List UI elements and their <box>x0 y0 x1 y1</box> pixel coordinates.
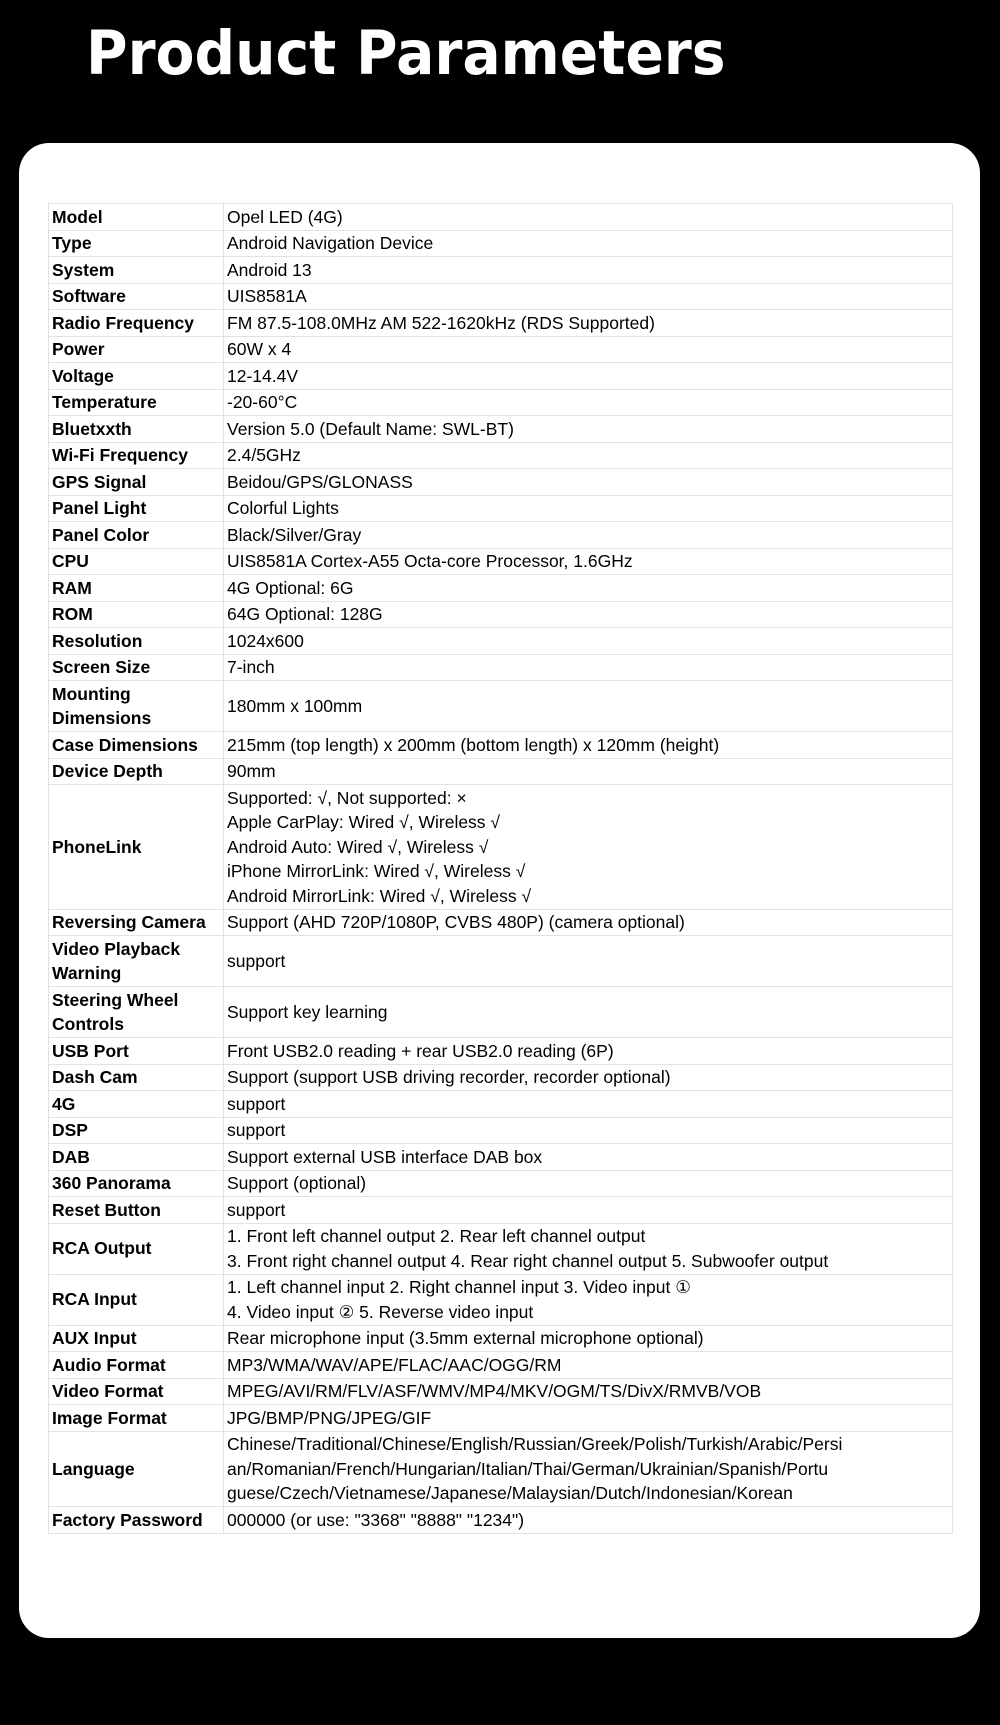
table-row <box>49 204 953 231</box>
param-label <box>49 601 224 628</box>
param-label <box>49 283 224 310</box>
param-label <box>49 1117 224 1144</box>
param-label-line: Radio Frequency <box>52 312 194 333</box>
param-label-line: Factory Password <box>52 1509 203 1530</box>
param-label-line: 360 Panorama <box>52 1173 171 1193</box>
param-value <box>224 1405 953 1432</box>
param-value-line: 7-inch <box>227 657 275 677</box>
table-row <box>49 1431 953 1507</box>
param-label <box>49 1325 224 1352</box>
param-label <box>49 681 224 732</box>
param-label-line: Audio Format <box>52 1354 166 1375</box>
param-label-line: Video Playback <box>52 938 181 959</box>
param-value-line: 3. Front right channel output 4. Rear right channel output 5. Subwoofer output <box>227 1250 829 1271</box>
param-value-line: Chinese/Traditional/Chinese/English/Russian/Greek/Polish/Turkish/Arabic/Persi <box>227 1434 843 1454</box>
param-label <box>49 442 224 469</box>
param-value <box>224 987 953 1038</box>
table-row <box>49 1038 953 1065</box>
param-value-line: support <box>227 1093 286 1114</box>
param-value-line: 60W x 4 <box>227 339 292 359</box>
param-label-line: PhoneLink <box>52 836 142 857</box>
table-row <box>49 522 953 549</box>
param-value <box>224 1197 953 1224</box>
table-row <box>49 363 953 390</box>
param-label-line: Warning <box>52 963 122 983</box>
param-value-line: 1. Left channel input 2. Right channel input 3. Video input ① <box>227 1277 691 1297</box>
param-value <box>224 336 953 363</box>
param-value <box>224 1431 953 1507</box>
param-label <box>49 1038 224 1065</box>
param-label <box>49 1223 224 1274</box>
param-value-line: Opel LED (4G) <box>227 206 343 227</box>
param-label-line: Software <box>52 286 126 306</box>
table-row <box>49 389 953 416</box>
param-value-line: MP3/WMA/WAV/APE/FLAC/AAC/OGG/RM <box>227 1354 562 1375</box>
param-label-line: Model <box>52 206 103 227</box>
param-value-line: MPEG/AVI/RM/FLV/ASF/WMV/MP4/MKV/OGM/TS/DivX/RMVB/VOB <box>227 1381 762 1401</box>
table-row <box>49 1405 953 1432</box>
table-row <box>49 1197 953 1224</box>
table-row <box>49 469 953 496</box>
param-label-line: RCA Input <box>52 1289 137 1310</box>
param-value <box>224 1378 953 1405</box>
param-label-line: DAB <box>52 1146 90 1167</box>
param-value-line: Supported: √, Not supported: × <box>227 787 467 808</box>
param-label <box>49 548 224 575</box>
param-label-line: Steering Wheel <box>52 989 179 1010</box>
param-value-line: Front USB2.0 reading + rear USB2.0 reading (6P) <box>227 1040 614 1061</box>
param-value-line: 000000 (or use: "3368" "8888" "1234") <box>227 1509 525 1530</box>
table-row <box>49 442 953 469</box>
param-value <box>224 230 953 257</box>
param-value-line: 2.4/5GHz <box>227 445 301 465</box>
param-label-line: GPS Signal <box>52 471 147 492</box>
param-value-line: JPG/BMP/PNG/JPEG/GIF <box>227 1407 432 1428</box>
table-row <box>49 310 953 337</box>
param-label <box>49 909 224 936</box>
param-label <box>49 1431 224 1507</box>
param-label-line: RCA Output <box>52 1238 152 1259</box>
param-label <box>49 785 224 910</box>
table-row <box>49 601 953 628</box>
param-label-line: Voltage <box>52 365 114 386</box>
param-label <box>49 732 224 759</box>
parameters-card <box>19 143 980 1638</box>
param-label <box>49 758 224 785</box>
table-row <box>49 495 953 522</box>
param-value-line: Android 13 <box>227 259 312 280</box>
table-row <box>49 257 953 284</box>
table-row <box>49 758 953 785</box>
table-row <box>49 909 953 936</box>
table-row <box>49 1170 953 1197</box>
param-value-line: Android Auto: Wired √, Wireless √ <box>227 836 489 857</box>
param-label-line: CPU <box>52 551 89 571</box>
table-row <box>49 628 953 655</box>
param-label <box>49 1507 224 1534</box>
param-label <box>49 1091 224 1118</box>
param-value <box>224 601 953 628</box>
param-label <box>49 363 224 390</box>
param-value-line: 4. Video input ② 5. Reverse video input <box>227 1301 534 1322</box>
param-label <box>49 1064 224 1091</box>
page-title: Product Parameters <box>86 18 726 89</box>
param-label <box>49 416 224 443</box>
param-value <box>224 909 953 936</box>
param-value <box>224 416 953 443</box>
table-row <box>49 575 953 602</box>
table-row <box>49 654 953 681</box>
param-value-line: 4G Optional: 6G <box>227 577 354 598</box>
param-value-line: Support external USB interface DAB box <box>227 1146 543 1167</box>
param-value <box>224 310 953 337</box>
table-row <box>49 230 953 257</box>
table-row <box>49 1274 953 1325</box>
param-label-line: Image Format <box>52 1407 167 1428</box>
param-label-line: Temperature <box>52 392 157 412</box>
param-value-line: Rear microphone input (3.5mm external microphone optional) <box>227 1328 704 1348</box>
param-value <box>224 1274 953 1325</box>
param-value <box>224 654 953 681</box>
param-value-line: support <box>227 1120 286 1140</box>
param-label <box>49 1170 224 1197</box>
param-value <box>224 495 953 522</box>
param-value <box>224 1507 953 1534</box>
table-row <box>49 416 953 443</box>
param-value-line: Apple CarPlay: Wired √, Wireless √ <box>227 812 501 832</box>
param-value <box>224 1091 953 1118</box>
param-value <box>224 442 953 469</box>
param-label-line: Dimensions <box>52 708 152 728</box>
param-label-line: RAM <box>52 577 92 598</box>
table-row <box>49 1352 953 1379</box>
param-value <box>224 469 953 496</box>
param-label-line: Case Dimensions <box>52 734 198 755</box>
param-label-line: Mounting <box>52 683 131 704</box>
param-label-line: Reset Button <box>52 1199 161 1220</box>
param-value-line: UIS8581A <box>227 286 307 306</box>
param-value <box>224 204 953 231</box>
param-label-line: ROM <box>52 604 93 624</box>
param-label <box>49 936 224 987</box>
param-label-line: Panel Color <box>52 524 150 545</box>
table-row <box>49 681 953 732</box>
table-row <box>49 1117 953 1144</box>
param-value-line: 180mm x 100mm <box>227 695 363 716</box>
param-label <box>49 1378 224 1405</box>
param-value-line: 215mm (top length) x 200mm (bottom length) x 120mm (height) <box>227 734 720 755</box>
param-label <box>49 987 224 1038</box>
param-label <box>49 1405 224 1432</box>
param-value <box>224 1117 953 1144</box>
param-label <box>49 469 224 496</box>
table-row <box>49 785 953 910</box>
param-value <box>224 785 953 910</box>
param-label <box>49 230 224 257</box>
param-value <box>224 257 953 284</box>
param-label-line: Controls <box>52 1014 124 1034</box>
param-label-line: Panel Light <box>52 498 147 518</box>
param-value <box>224 522 953 549</box>
param-label <box>49 1352 224 1379</box>
param-label-line: Reversing Camera <box>52 912 206 932</box>
param-value <box>224 548 953 575</box>
table-row <box>49 987 953 1038</box>
table-row <box>49 1325 953 1352</box>
param-label-line: Video Format <box>52 1381 164 1401</box>
param-value-line: Version 5.0 (Default Name: SWL-BT) <box>227 418 514 439</box>
param-label-line: Resolution <box>52 630 143 651</box>
param-value <box>224 389 953 416</box>
param-value <box>224 1325 953 1352</box>
param-value-line: Colorful Lights <box>227 498 339 518</box>
param-value-line: iPhone MirrorLink: Wired √, Wireless √ <box>227 861 526 881</box>
param-value-line: guese/Czech/Vietnamese/Japanese/Malaysian/Dutch/Indonesian/Korean <box>227 1483 793 1503</box>
param-label-line: Dash Cam <box>52 1067 138 1087</box>
param-value <box>224 1064 953 1091</box>
table-row <box>49 1064 953 1091</box>
param-label <box>49 628 224 655</box>
param-label <box>49 1197 224 1224</box>
param-label <box>49 575 224 602</box>
param-label <box>49 1274 224 1325</box>
param-value <box>224 363 953 390</box>
param-value-line: support <box>227 950 286 971</box>
param-value-line: FM 87.5-108.0MHz AM 522-1620kHz (RDS Supported) <box>227 312 655 333</box>
table-row <box>49 1144 953 1171</box>
param-value-line: 12-14.4V <box>227 365 299 386</box>
param-value-line: 1024x600 <box>227 630 304 651</box>
param-label-line: AUX Input <box>52 1328 137 1348</box>
param-value <box>224 575 953 602</box>
param-value-line: 90mm <box>227 761 276 781</box>
param-value-line: Support (support USB driving recorder, recorder optional) <box>227 1067 671 1087</box>
param-value <box>224 1144 953 1171</box>
param-value-line: support <box>227 1199 286 1220</box>
param-label-line: 4G <box>52 1093 76 1114</box>
param-value <box>224 1352 953 1379</box>
param-label <box>49 310 224 337</box>
param-value <box>224 758 953 785</box>
parameters-table-body <box>49 204 953 1534</box>
param-value-line: Android MirrorLink: Wired √, Wireless √ <box>227 885 532 906</box>
table-row <box>49 1507 953 1534</box>
param-label <box>49 654 224 681</box>
param-label-line: System <box>52 259 115 280</box>
param-label <box>49 204 224 231</box>
param-label <box>49 389 224 416</box>
param-label-line: Screen Size <box>52 657 151 677</box>
param-value <box>224 283 953 310</box>
parameters-table <box>48 203 953 1534</box>
param-value-line: Support (AHD 720P/1080P, CVBS 480P) (camera optional) <box>227 912 685 932</box>
param-value-line: -20-60°C <box>227 392 298 412</box>
table-row <box>49 548 953 575</box>
param-label-line: DSP <box>52 1120 88 1140</box>
param-value-line: 1. Front left channel output 2. Rear left channel output <box>227 1226 646 1246</box>
table-row <box>49 283 953 310</box>
param-label-line: Bluetxxth <box>52 418 132 439</box>
param-value-line: 64G Optional: 128G <box>227 604 383 624</box>
param-label <box>49 336 224 363</box>
param-label <box>49 1144 224 1171</box>
table-row <box>49 732 953 759</box>
table-row <box>49 936 953 987</box>
param-label-line: Language <box>52 1458 135 1479</box>
param-label-line: Wi-Fi Frequency <box>52 445 188 465</box>
param-value-line: Support (optional) <box>227 1173 367 1193</box>
param-value <box>224 681 953 732</box>
param-value <box>224 1038 953 1065</box>
param-label <box>49 522 224 549</box>
param-value <box>224 732 953 759</box>
param-label <box>49 257 224 284</box>
param-value <box>224 936 953 987</box>
param-label-line: USB Port <box>52 1040 129 1061</box>
param-label-line: Type <box>52 233 92 253</box>
param-value-line: an/Romanian/French/Hungarian/Italian/Thai/German/Ukrainian/Spanish/Portu <box>227 1458 829 1479</box>
param-value-line: UIS8581A Cortex-A55 Octa-core Processor, 1.6GHz <box>227 551 633 571</box>
param-value <box>224 1170 953 1197</box>
param-value-line: Black/Silver/Gray <box>227 524 362 545</box>
param-label-line: Power <box>52 339 105 359</box>
table-row <box>49 1091 953 1118</box>
table-row <box>49 1378 953 1405</box>
param-label <box>49 495 224 522</box>
param-value <box>224 1223 953 1274</box>
param-value <box>224 628 953 655</box>
param-value-line: Beidou/GPS/GLONASS <box>227 471 413 492</box>
table-row <box>49 1223 953 1274</box>
param-value-line: Android Navigation Device <box>227 233 434 253</box>
param-value-line: Support key learning <box>227 1001 388 1022</box>
param-label-line: Device Depth <box>52 761 163 781</box>
table-row <box>49 336 953 363</box>
